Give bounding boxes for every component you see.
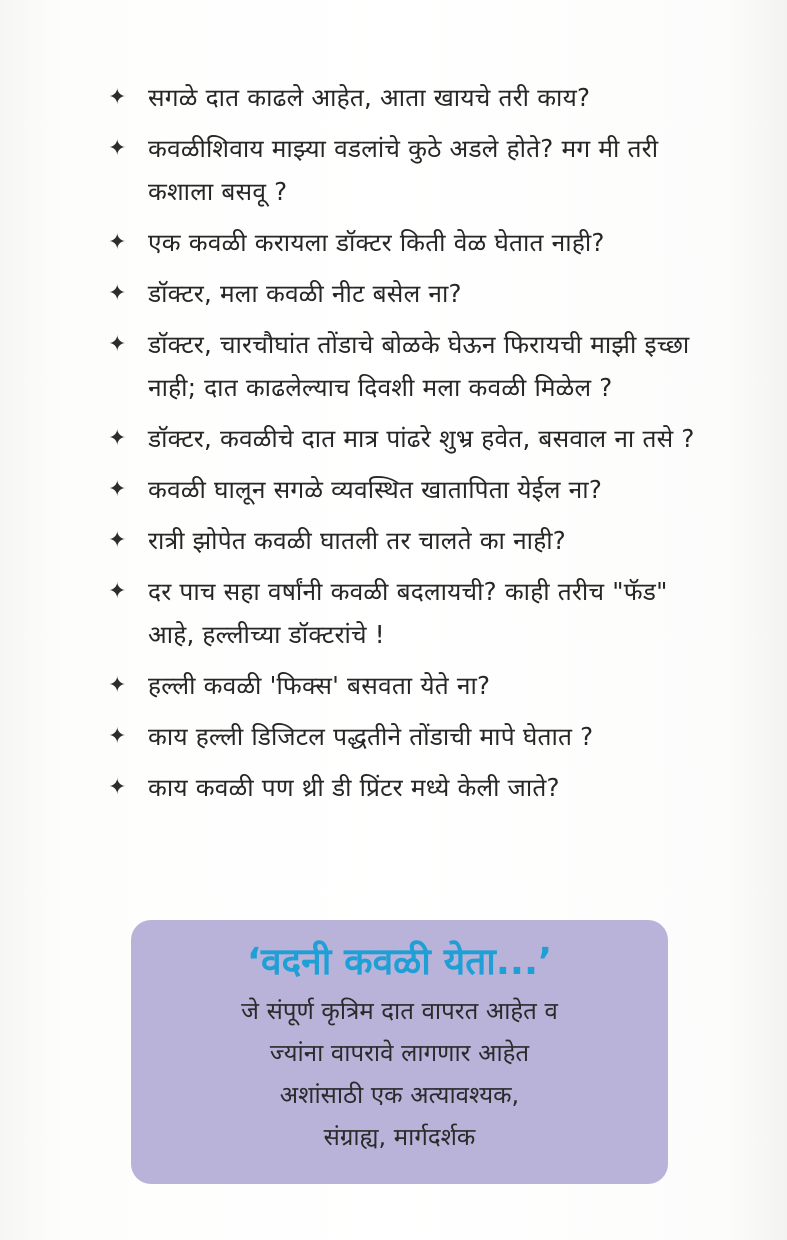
star-bullet-icon: ✦: [108, 85, 127, 110]
question-text: डॉक्टर, मला कवळी नीट बसेल ना?: [148, 279, 462, 308]
list-item: [108, 221, 708, 264]
list-item: [108, 127, 708, 213]
promo-line: जे संपूर्ण कृत्रिम दात वापरत आहेत व: [241, 997, 558, 1025]
question-text: रात्री झोपेत कवळी घातली तर चालते का नाही?: [148, 526, 566, 555]
question-text: कवळी घालून सगळे व्यवस्थित खातापिता येईल ना?: [148, 475, 603, 504]
list-item: [108, 417, 708, 460]
question-text: सगळे दात काढले आहेत, आता खायचे तरी काय?: [148, 83, 591, 112]
star-bullet-icon: ✦: [108, 775, 127, 800]
question-text: हल्ली कवळी 'फिक्स' बसवता येते ना?: [148, 671, 491, 700]
list-item: [108, 76, 708, 119]
question-text: डॉक्टर, कवळीचे दात मात्र पांढरे शुभ्र हवेत, बसवाल ना तसे ?: [148, 424, 695, 453]
list-item: [108, 323, 708, 409]
promo-line: ज्यांना वापरावे लागणार आहेत: [269, 1039, 530, 1067]
star-bullet-icon: ✦: [108, 136, 127, 161]
list-item: [108, 570, 708, 656]
question-text: काय कवळी पण थ्री डी प्रिंटर मध्ये केली जाते?: [148, 773, 560, 802]
question-text: दर पाच सहा वर्षांनी कवळी बदलायची? काही तरीच "फॅड" आहे, हल्लीच्या डॉक्टरांचे !: [148, 577, 668, 649]
promo-line: संग्राह्य, मार्गदर्शक: [323, 1123, 476, 1151]
star-bullet-icon: ✦: [108, 426, 127, 451]
list-item: [108, 664, 708, 707]
list-item: [108, 272, 708, 315]
star-bullet-icon: ✦: [108, 477, 127, 502]
promo-title: ‘वदनी कवळी येता...’: [246, 940, 553, 983]
star-bullet-icon: ✦: [108, 673, 127, 698]
star-bullet-icon: ✦: [108, 528, 127, 553]
question-text: कवळीशिवाय माझ्या वडलांचे कुठे अडले होते? मग मी तरी कशाला बसवू ?: [148, 134, 659, 206]
promo-box: [131, 920, 668, 1184]
list-item: [108, 519, 708, 562]
list-item: [108, 715, 708, 758]
list-item: [108, 766, 708, 809]
question-text: एक कवळी करायला डॉक्टर किती वेळ घेतात नाही?: [148, 228, 605, 257]
list-item: [108, 468, 708, 511]
star-bullet-icon: ✦: [108, 281, 127, 306]
promo-line: अशांसाठी एक अत्यावश्यक,: [279, 1081, 520, 1109]
question-text: डॉक्टर, चारचौघांत तोंडाचे बोळके घेऊन फिरायची माझी इच्छा नाही; दात काढलेल्याच दिवशी मला कवळी मिळेल ?: [148, 330, 690, 402]
star-bullet-icon: ✦: [108, 332, 127, 357]
question-text: काय हल्ली डिजिटल पद्धतीने तोंडाची मापे घेतात ?: [148, 722, 594, 751]
star-bullet-icon: ✦: [108, 579, 127, 604]
star-bullet-icon: ✦: [108, 230, 127, 255]
star-bullet-icon: ✦: [108, 724, 127, 749]
question-list: [108, 76, 708, 817]
